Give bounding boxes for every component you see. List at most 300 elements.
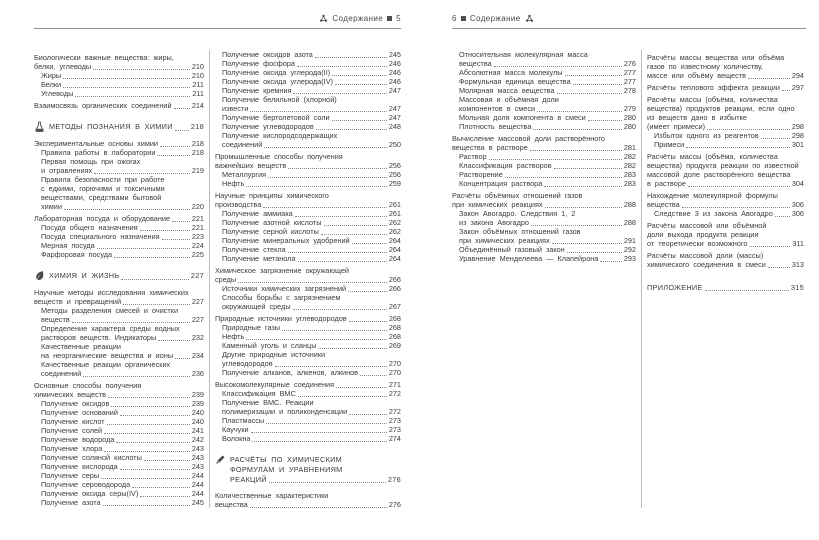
entry-page-number: 247 [388,113,401,122]
toc-entry [34,148,204,157]
toc-entry [215,50,401,59]
entry-text: и отравлениях [41,166,93,175]
toc-entry [34,426,204,435]
entry-page-number: 210 [191,62,204,71]
dot-leader [108,397,190,398]
entry-text: доли выхода продукта реакции [647,230,759,239]
entry-text: РЕАКЦИЙ [230,474,267,484]
entry-text: Получение минеральных удобрений [222,236,350,245]
dot-leader [316,129,387,130]
entry-page-number: 288 [623,218,636,227]
entry-text: полимеризации и поликонденсации [222,407,348,416]
toc-column [647,50,804,292]
entry-text: Получение сероводорода [41,480,131,489]
entry-page-number: 266 [388,275,401,284]
entry-text: Получение углеводородов [222,122,314,131]
entry-text: вещества [215,500,248,510]
entry-text: веществ и превращений [34,297,122,306]
entry-page-number: 247 [388,86,401,95]
entry-text: Основные способы получения [34,381,142,390]
entry-page-number: 301 [791,140,804,149]
toc-entry [452,227,636,245]
entry-text: Источники химических загрязнений [222,284,347,293]
entry-page-number: 292 [623,245,636,254]
dot-leader [588,120,622,121]
toc-entry [215,68,401,77]
entry-text: Лабораторная посуда и оборудование [34,214,171,223]
entry-text: при химических реакциях [459,236,550,245]
toc-entry [215,209,401,218]
entry-text: ХИМИЯ И ЖИЗНЬ [49,271,120,281]
entry-text: Другие природные источники [222,350,326,359]
entry-page-number: 210 [191,71,204,80]
entry-text: Металлургия [222,170,267,179]
dot-leader [266,423,387,424]
dot-leader [75,96,190,97]
dot-leader [748,78,790,79]
entry-page-number: 220 [191,202,204,211]
dot-leader [250,111,386,112]
toc-entry [34,453,204,462]
toc-entry [215,218,401,227]
toc-entry [215,398,401,416]
entry-page-number: 245 [191,498,204,507]
entry-text: Методы разделения смесей и очистки [41,306,179,315]
entry-text: химии [41,202,62,211]
entry-page-number: 250 [388,140,401,149]
toc-entry [215,86,401,95]
entry-text: Получение оксидов азота [222,50,313,59]
toc-entry [215,236,401,245]
toc-entry [647,221,804,248]
toc-entry [34,53,204,71]
dot-leader [288,168,387,169]
dot-leader [782,90,790,91]
page-header-right [452,12,806,24]
dot-leader [252,441,386,442]
toc-section-header [215,454,401,484]
entry-page-number: 211 [192,89,204,98]
dot-leader [64,209,190,210]
toc-entry [647,53,804,80]
entry-text: Молярная масса вещества [459,86,555,95]
dot-leader [336,387,387,388]
dot-leader [264,147,387,148]
toc-entry [215,293,401,311]
entry-text: на неорганические вещества и ионы [41,351,174,360]
entry-text: МЕТОДЫ ПОЗНАНИЯ В ХИМИИ [49,122,173,132]
toc-columns-right [452,50,806,508]
entry-text: углеводородов [222,359,273,368]
dot-leader [537,111,622,112]
dot-leader [293,93,386,94]
entry-page-number: 241 [191,426,204,435]
entry-text: Получение соляной кислоты [41,453,142,462]
dot-leader [175,358,190,359]
dot-leader [175,130,189,131]
entry-page-number: 282 [623,152,636,161]
toc-entry [647,140,804,149]
entry-page-number: 266 [388,284,401,293]
entry-page-number: 256 [388,170,401,179]
entry-text: Жиры [41,71,62,80]
entry-text: Закон объёмных отношений газов [459,227,581,236]
entry-text: Классификация растворов [459,161,552,170]
entry-text: Первая помощь при ожогах [41,157,141,166]
entry-page-number: 227 [191,297,204,306]
entry-text: Вычисление массовой доли растворённого [452,134,605,143]
entry-text: Получение оксидов [41,399,110,408]
toc-section-header [647,283,804,292]
entry-text: Получение алканов, алкенов, алкинов [222,368,359,377]
entry-page-number: 283 [623,170,636,179]
dot-leader [749,246,790,247]
entry-text: Белки [41,80,62,89]
entry-page-number: 272 [388,389,401,398]
entry-text: массе или объёму веществ [647,71,746,80]
entry-page-number: 227 [191,315,204,324]
entry-page-number: 270 [388,359,401,368]
toc-entry [452,95,636,113]
dot-leader [545,207,622,208]
entry-text: производства [215,200,262,209]
dot-leader [246,339,386,340]
entry-page-number: 273 [388,416,401,425]
entry-page-number: 246 [388,68,401,77]
entry-text: растворов веществ. Индикаторы [41,333,157,342]
entry-text: Посуда специального назначения [41,232,160,241]
entry-page-number: 276 [388,500,401,510]
square-marker [387,16,392,21]
entry-page-number: 242 [191,435,204,444]
dot-leader [324,225,387,226]
toc-entry [215,191,401,209]
toc-entry [215,77,401,86]
entry-page-number: 232 [191,333,204,342]
entry-text: Химическое загрязнение окружающей [215,266,350,275]
entry-page-number: 211 [192,80,204,89]
entry-page-number: 223 [191,232,204,241]
entry-page-number: 236 [191,369,204,378]
dot-leader [295,216,387,217]
entry-text: Пластмассы [222,416,265,425]
entry-page-number: 298 [791,122,804,131]
entry-page-number: 244 [191,471,204,480]
entry-page-number: 225 [191,250,204,259]
entry-page-number: 221 [191,223,204,232]
entry-page-number: 269 [388,341,401,350]
dot-leader [552,243,622,244]
toc-entry [215,152,401,170]
dot-leader [332,75,387,76]
entry-text: белки, углеводы [34,62,92,71]
toc-entry [215,491,401,509]
running-title: Содержание [469,13,521,23]
entry-text: в растворе [647,179,686,188]
entry-page-number: 283 [623,179,636,188]
toc-entry [34,250,204,259]
toc-entry [34,139,204,148]
dot-leader [158,340,190,341]
dot-leader [72,322,190,323]
entry-page-number: 243 [191,453,204,462]
toc-entry [34,417,204,426]
dot-leader [530,150,622,151]
entry-page-number: 306 [791,200,804,209]
dot-leader [768,267,790,268]
toc-entry [452,86,636,95]
entry-page-number: 315 [790,283,804,292]
toc-entry [34,324,204,342]
entry-text: Правила безопасности при работе [41,175,165,184]
dot-leader [144,460,190,461]
dot-leader [94,173,190,174]
dot-leader [707,129,790,130]
entry-text: Посуда общего назначения [41,223,138,232]
toc-entry [647,131,804,140]
entry-page-number: 218 [191,148,204,157]
square-marker [461,16,466,21]
entry-text: извести [222,104,249,113]
dot-leader [157,155,189,156]
entry-page-number: 264 [388,236,401,245]
toc-entry [215,332,401,341]
dot-leader [565,75,622,76]
toc-entry [34,462,204,471]
entry-text: Получение кремния [222,86,292,95]
toc-entry [452,209,636,227]
toc-entry [215,179,401,188]
toc-entry [452,254,636,263]
toc-entry [215,284,401,293]
toc-entry [34,408,204,417]
toc-entry [452,170,636,179]
entry-page-number: 218 [190,122,204,132]
dot-leader [761,138,790,139]
entry-page-number: 282 [623,161,636,170]
entry-text: Каменный уголь и сланцы [222,341,317,350]
entry-text: Получение солей [41,426,103,435]
molecule-icon [319,14,328,23]
dot-leader [505,177,622,178]
page-header-left [34,12,401,24]
entry-page-number: 298 [791,131,804,140]
entry-text: Получение метанола [222,254,296,263]
entry-text: Промышленные способы получения [215,152,343,161]
entry-page-number: 304 [791,179,804,188]
entry-text: Получение стекла [222,245,286,254]
entry-page-number: 246 [388,59,401,68]
entry-text: Расчёты массовой или объёмной [647,221,767,230]
toc-entry [647,83,804,92]
entry-text: Относительная молекулярная масса [459,50,588,59]
entry-text: из закона Авогадро [459,218,529,227]
dot-leader [293,309,387,310]
entry-text: Абсолютная масса молекулы [459,68,563,77]
dot-leader [318,348,386,349]
page-number-display: 5 [396,13,401,23]
entry-page-number: 243 [191,462,204,471]
toc-entry [452,50,636,68]
entry-text: Нефть [222,179,245,188]
toc-entry [452,245,636,254]
toc-entry [215,254,401,263]
page-left [0,0,409,540]
dot-leader [120,469,190,470]
entry-text: Научные методы исследования химических [34,288,189,297]
entry-page-number: 311 [792,239,804,248]
toc-entry [215,113,401,122]
toc-entry [215,425,401,434]
entry-text: Классификация ВМС [222,389,296,398]
entry-text: Получение белильной (хлорной) [222,95,337,104]
entry-page-number: 276 [623,59,636,68]
entry-text: Получение оксида углерода(IV) [222,77,333,86]
entry-page-number: 294 [791,71,804,80]
toc-entry [34,489,204,498]
dot-leader [335,84,387,85]
entry-text: Фарфоровая посуда [41,250,113,259]
toc-entry [34,175,204,211]
toc-entry [215,227,401,236]
entry-text: среды [215,275,237,284]
entry-page-number: 277 [623,68,636,77]
toc-entry [647,152,804,188]
dot-leader [557,93,622,94]
entry-text: Волокна [222,434,251,443]
dot-leader [332,120,387,121]
toc-entry [34,444,204,453]
toc-entry [215,95,401,113]
entry-text: вещества) продукта реакции по известной [647,161,799,170]
entry-text: Получение азотной кислоты [222,218,322,227]
entry-text: Примеси [654,140,685,149]
entry-text: Получение водорода [41,435,115,444]
entry-text: Высокомолекулярные соединения [215,380,335,389]
entry-text: Получение азота [41,498,101,507]
toc-entry [452,179,636,188]
running-title: Содержание [332,13,384,23]
dot-leader [121,279,189,280]
toc-entry [215,380,401,389]
toc-entry [452,113,636,122]
page-number-display: 6 [452,13,457,23]
writing-hand-icon [215,454,226,465]
dot-leader [298,396,387,397]
entry-page-number: 264 [388,245,401,254]
dot-leader [116,442,189,443]
entry-text: химического соединения в смеси [647,260,766,269]
entry-text: Получение кислородсодержащих [222,131,338,140]
flask-icon [34,121,45,132]
dot-leader [114,257,190,258]
entry-page-number: 240 [191,417,204,426]
toc-entry [34,471,204,480]
dot-leader [705,290,789,291]
toc-entry [215,170,401,179]
entry-page-number: 268 [388,332,401,341]
entry-page-number: 274 [388,434,401,443]
entry-text: Получение кислот [41,417,105,426]
toc-entry [34,498,204,507]
entry-text: РАСЧЁТЫ ПО ХИМИЧЕСКИМ [230,455,343,465]
entry-text: Уравнение Менделеева — Клапейрона [459,254,599,263]
toc-columns-left [34,50,401,509]
entry-page-number: 247 [388,104,401,113]
dot-leader [93,69,190,70]
toc-section-header [34,270,204,281]
toc-entry [34,399,204,408]
entry-text: вещества [459,59,492,68]
dot-leader [107,424,190,425]
entry-text: Правила работы в лаборатории [41,148,156,157]
toc-entry [215,434,401,443]
toc-entry [647,209,804,218]
entry-text: Концентрация раствора [459,179,543,188]
toc-entry [34,480,204,489]
entry-text: Получение фосфора [222,59,295,68]
toc-entry [452,77,636,86]
dot-leader [132,487,190,488]
dot-leader [297,66,387,67]
toc-entry [34,223,204,232]
entry-text: газов по известному количеству, [647,62,763,71]
entry-text: соединений [41,369,82,378]
toc-entry [647,95,804,131]
entry-text: Получение ВМС. Реакции [222,398,314,407]
entry-text: Научные принципы химического [215,191,329,200]
dot-leader [269,482,386,483]
entry-page-number: 262 [388,218,401,227]
dot-leader [123,304,190,305]
dot-leader [263,207,387,208]
entry-page-number: 245 [388,50,401,59]
entry-page-number: 281 [623,143,636,152]
entry-page-number: 280 [623,122,636,131]
entry-text: Расчёты массы (объёма, количества [647,152,778,161]
entry-page-number: 276 [387,474,401,484]
toc-section-header [34,121,204,132]
entry-text: Плотность вещества [459,122,532,131]
dot-leader [111,406,189,407]
entry-text: Определение характера среды водных [41,324,180,333]
entry-page-number: 272 [388,407,401,416]
dot-leader [544,186,622,187]
toc-entry [452,134,636,152]
entry-text: Взаимосвязь органических соединений [34,101,172,110]
column-divider-rule [641,50,642,508]
entry-page-number: 224 [191,241,204,250]
entry-page-number: 259 [388,179,401,188]
toc-entry [34,342,204,360]
toc-entry [647,191,804,209]
entry-text: Природные источники углеводородов [215,314,347,323]
toc-entry [215,245,401,254]
entry-text: Мольная доля компонента в смеси [459,113,586,122]
entry-page-number: 240 [191,408,204,417]
entry-page-number: 291 [623,236,636,245]
toc-entry [215,59,401,68]
dot-leader [238,282,387,283]
toc-entry [34,157,204,175]
entry-text: вещества в растворе [452,143,528,152]
toc-entry [34,214,204,223]
dot-leader [288,252,387,253]
entry-page-number: 239 [191,399,204,408]
entry-page-number: 293 [623,254,636,263]
entry-text: Качественные реакции органических [41,360,171,369]
entry-page-number: 313 [791,260,804,269]
